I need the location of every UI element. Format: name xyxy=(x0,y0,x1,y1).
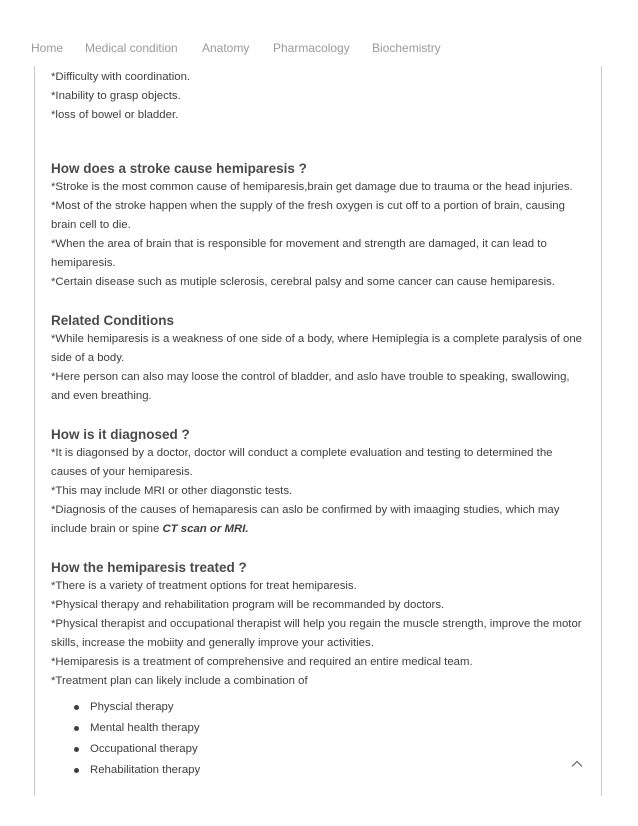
treated-paragraph: *Treatment plan can likely include a combination of xyxy=(51,675,308,687)
symptom-line: *Inability to grasp objects. xyxy=(51,90,181,102)
treated-paragraph: *There is a variety of treatment options for treat hemiparesis. xyxy=(51,580,357,592)
list-item-label: Physcial therapy xyxy=(90,701,174,713)
symptom-line: *Difficulty with coordination. xyxy=(51,71,191,83)
cause-paragraph: *Most of the stroke happen when the supply of the fresh oxygen is cut off to a portion of brain, causing brain cell to die. xyxy=(51,200,565,231)
diagnosed-paragraph xyxy=(51,501,591,539)
top-navigation xyxy=(0,0,638,66)
treatment-list xyxy=(51,697,591,781)
diagnosed-text: *Diagnosis of the causes of hemaparesis can aslo be confirmed by with imaaging studies, which may include brain or spine xyxy=(51,504,560,535)
cause-paragraph: *Stroke is the most common cause of hemiparesis,brain get damage due to trauma or the head injuries. xyxy=(51,181,573,193)
treated-paragraph: *Hemiparesis is a treatment of comprehensive and required an entire medical team. xyxy=(51,656,473,668)
article-content xyxy=(51,68,591,781)
bullet-icon xyxy=(74,747,79,752)
section-heading-diagnosed: How is it diagnosed ? xyxy=(51,427,190,442)
nav-medical-condition[interactable]: Medical condition xyxy=(85,41,178,55)
nav-anatomy[interactable]: Anatomy xyxy=(202,41,250,55)
diagnosed-paragraph: *It is diagonsed by a doctor, doctor will conduct a complete evaluation and testing to determined the causes of your hemiparesis. xyxy=(51,447,553,478)
cause-paragraph: *Certain disease such as mutiple sclerosis, cerebral palsy and some cancer can cause hemiparesis. xyxy=(51,276,555,288)
symptom-line: *loss of bowel or bladder. xyxy=(51,109,179,121)
section-heading-related: Related Conditions xyxy=(51,313,175,328)
list-item-label: Occupational therapy xyxy=(90,743,198,755)
treated-paragraph: *Physical therapist and occupational therapist will help you regain the muscle strength, improve the motor skills, increase the mobiity and generally improve your activities. xyxy=(51,618,582,649)
related-paragraph: *Here person can also may loose the control of bladder, and aslo have trouble to speaking, swallowing, and even breathing. xyxy=(51,371,570,402)
list-item xyxy=(51,760,591,781)
treated-paragraph: *Physical therapy and rehabilitation program will be recommanded by doctors. xyxy=(51,599,445,611)
nav-home[interactable]: Home xyxy=(31,41,64,55)
chevron-up-icon[interactable] xyxy=(570,757,584,771)
list-item xyxy=(51,739,591,760)
nav-biochemistry[interactable]: Biochemistry xyxy=(372,41,441,55)
cause-paragraph: *When the area of brain that is responsible for movement and strength are damaged, it can lead to hemiparesis. xyxy=(51,238,547,269)
related-paragraph: *While hemiparesis is a weakness of one side of a body, where Hemiplegia is a complete paralysis of one side of a body. xyxy=(51,333,582,364)
list-item xyxy=(51,718,591,739)
list-item-label: Rehabilitation therapy xyxy=(90,764,201,776)
diagnosed-paragraph: *This may include MRI or other diagonstic tests. xyxy=(51,485,293,497)
list-item xyxy=(51,697,591,718)
bullet-icon xyxy=(74,768,79,773)
bullet-icon xyxy=(74,705,79,710)
nav-pharmacology[interactable]: Pharmacology xyxy=(273,41,350,55)
section-heading-cause: How does a stroke cause hemiparesis ? xyxy=(51,161,307,176)
section-heading-treated: How the hemiparesis treated ? xyxy=(51,560,247,575)
bullet-icon xyxy=(74,726,79,731)
list-item-label: Mental health therapy xyxy=(90,722,200,734)
diagnosed-emphasis: CT scan or MRI. xyxy=(162,523,249,535)
